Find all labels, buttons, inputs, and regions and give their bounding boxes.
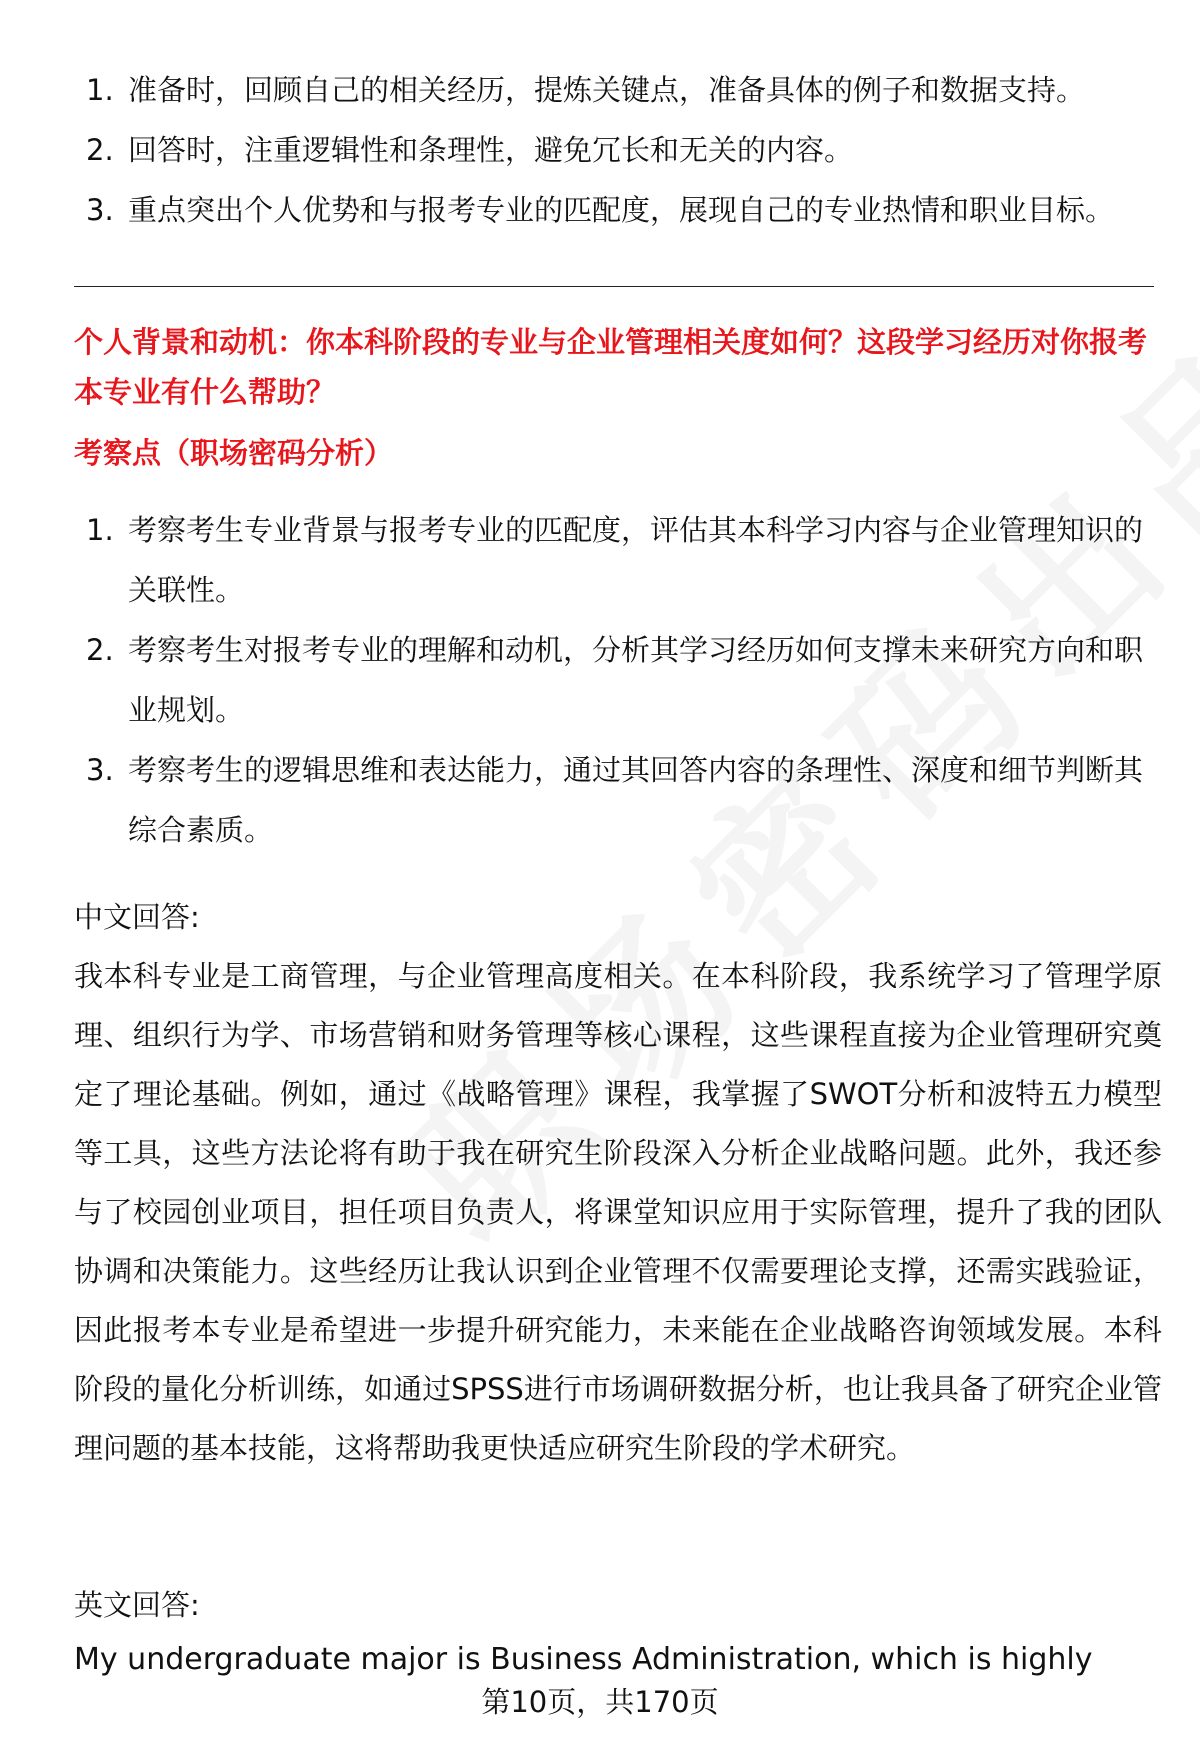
analysis-points-list: [74, 500, 1154, 860]
list-number: 2.: [86, 633, 114, 667]
list-item-text: 重点突出个人优势和与报考专业的匹配度，展现自己的专业热情和职业目标。: [128, 193, 1115, 227]
list-item: [74, 500, 1154, 620]
list-number: 2.: [86, 133, 114, 167]
list-item-text: 准备时，回顾自己的相关经历，提炼关键点，准备具体的例子和数据支持。: [128, 73, 1086, 107]
list-item-text: 考察考生专业背景与报考专业的匹配度，评估其本科学习内容与企业管理知识的关联性。: [128, 513, 1144, 607]
chinese-answer-text: 我本科专业是工商管理，与企业管理高度相关。在本科阶段，我系统学习了管理学原理、组织行为学、市场营销和财务管理等核心课程，这些课程直接为企业管理研究奠定了理论基础。例如，通过《战略管理》课程，我掌握了SWOT分析和波特五力模型等工具，这些方法论将有助于我在研究生阶段深入分析企业战略问题。此外，我还参与了校园创业项目，担任项目负责人，将课堂知识应用于实际管理，提升了我的团队协调和决策能力。这些经历让我认识到企业管理不仅需要理论支撑，还需实践验证，因此报考本专业是希望进一步提升研究能力，未来能在企业战略咨询领域发展。本科阶段的量化分析训练，如通过SPSS进行市场调研数据分析，也让我具备了研究企业管理问题的基本技能，这将帮助我更快适应研究生阶段的学术研究。: [74, 959, 1162, 1465]
english-answer-text: My undergraduate major is Business Administration, which is highly: [74, 1642, 1093, 1677]
list-item-text: 考察考生对报考专业的理解和动机，分析其学习经历如何支撑未来研究方向和职业规划。: [128, 633, 1144, 727]
page-number-footer: 第10页，共170页: [481, 1685, 719, 1719]
list-item: [74, 740, 1154, 860]
english-answer-label: 英文回答:: [74, 1588, 200, 1622]
question-heading: 个人背景和动机：你本科阶段的专业与企业管理相关度如何？这段学习经历对你报考本专业有什么帮助？: [74, 325, 1148, 409]
list-item-text: 回答时，注重逻辑性和条理性，避免冗长和无关的内容。: [128, 133, 854, 167]
chinese-answer-label: 中文回答:: [74, 900, 200, 934]
list-item-text: 考察考生的逻辑思维和表达能力，通过其回答内容的条理性、深度和细节判断其综合素质。: [128, 753, 1144, 847]
list-number: 3.: [86, 193, 114, 227]
list-item: [74, 120, 1154, 180]
list-item: [74, 620, 1154, 740]
list-number: 1.: [86, 73, 114, 107]
tips-list: [74, 60, 1154, 240]
list-number: 3.: [86, 753, 114, 787]
list-item: [74, 180, 1154, 240]
analysis-heading: 考察点（职场密码分析）: [74, 436, 394, 470]
list-number: 1.: [86, 513, 114, 547]
section-divider: [74, 286, 1154, 287]
list-item: [74, 60, 1154, 120]
